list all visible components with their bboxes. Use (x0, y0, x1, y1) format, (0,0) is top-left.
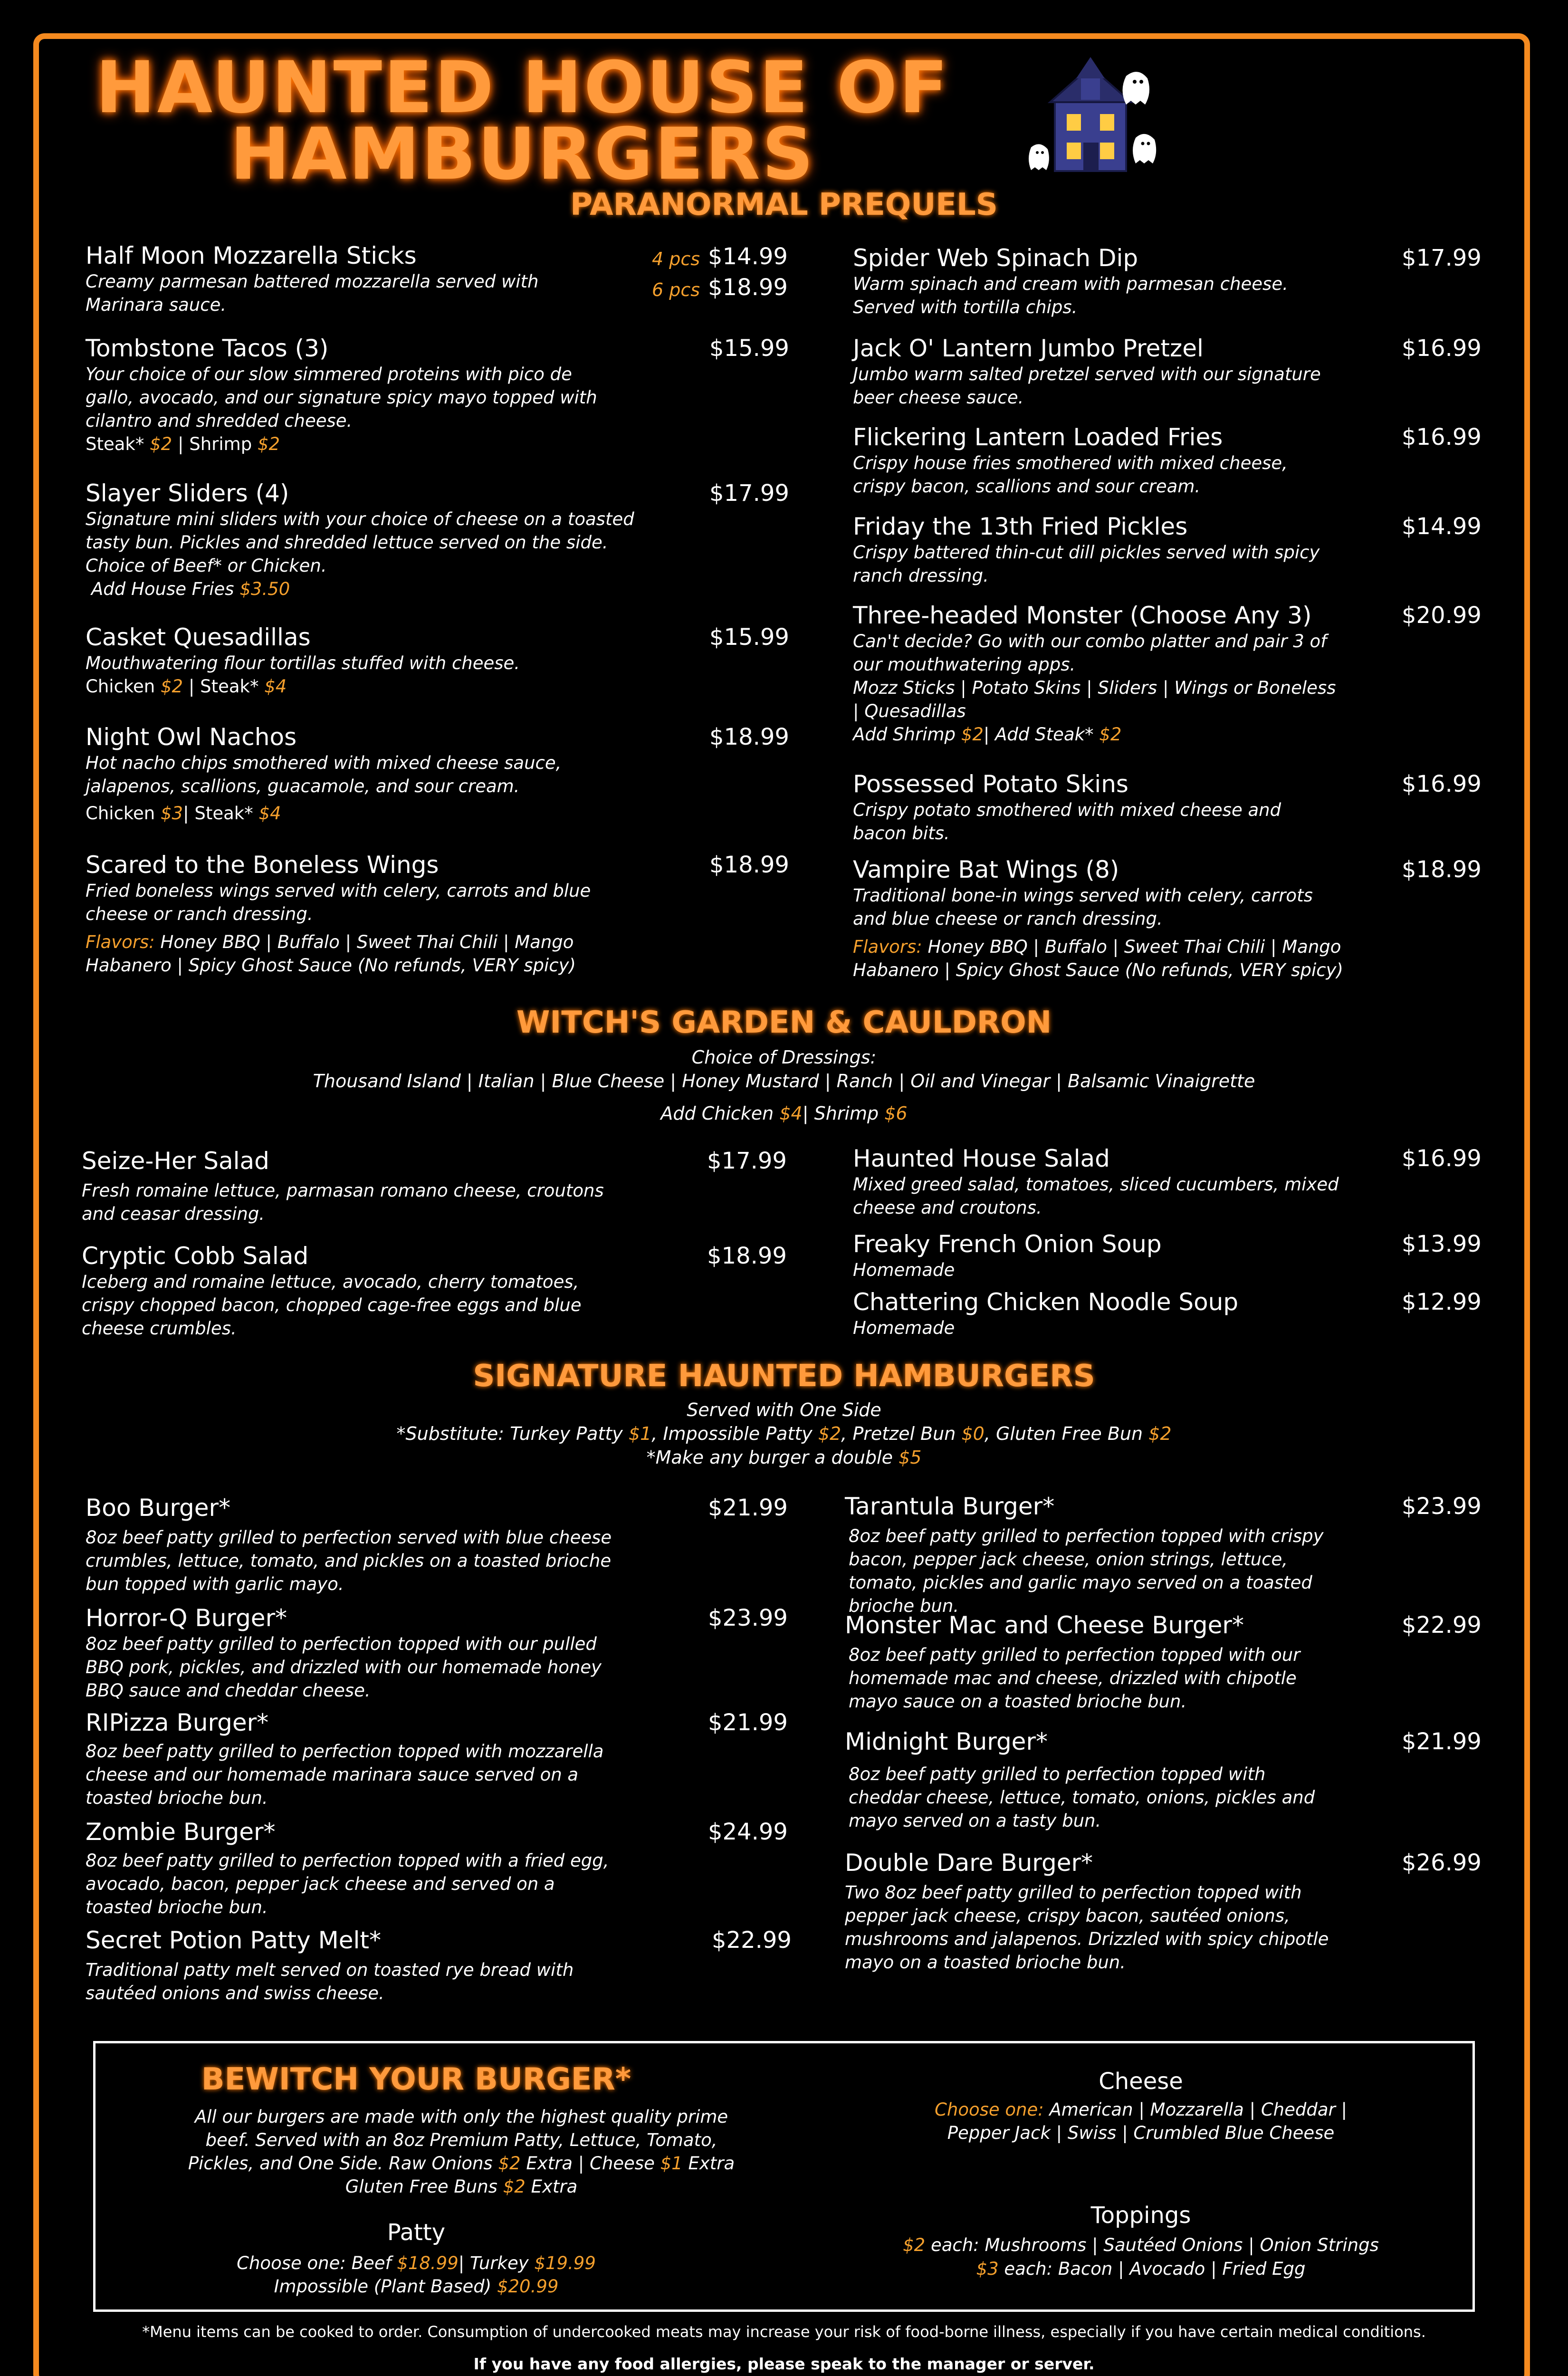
item-flavors: Flavors: Honey BBQ | Buffalo | Sweet Thai Chili | Mango Habanero | Spicy Ghost Sauce (No refunds, VERY spicy) (86, 932, 576, 976)
item-price: $21.99 (1402, 1728, 1482, 1755)
item-addons: Chicken $2 | Steak* $4 (86, 676, 287, 697)
item-price: $23.99 (708, 1605, 788, 1631)
item-price: $13.99 (1402, 1231, 1482, 1257)
dressings-list: Thousand Island | Italian | Blue Cheese | Honey Mustard | Ranch | Oil and Vinegar | Balsamic Vinaigrette (313, 1071, 1255, 1092)
item-name: Secret Potion Patty Melt* (86, 1926, 381, 1954)
item-price-4pcs: $14.99 (708, 243, 788, 270)
item-description: Two 8oz beef patty grilled to perfection topped with pepper jack cheese, crispy bacon, sautéed onions, mushrooms and jalapenos. Drizzled with spicy chipotle mayo on a toasted brioche bun. (845, 1882, 1329, 1973)
item-description: Homemade (853, 1318, 955, 1338)
menu-item-mozzarella-sticks (86, 241, 656, 316)
item-name: Flickering Lantern Loaded Fries (853, 423, 1223, 451)
item-price: $16.99 (1402, 424, 1482, 450)
cheese-options: Choose one: American | Mozzarella | Cheddar | Pepper Jack | Swiss | Crumbled Blue Cheese (935, 2099, 1347, 2143)
item-price: $15.99 (709, 335, 789, 362)
item-name: Half Moon Mozzarella Sticks (86, 242, 417, 269)
patty-title: Patty (387, 2219, 446, 2246)
item-price: $18.99 (709, 724, 789, 750)
item-description: 8oz beef patty grilled to perfection topped with crispy bacon, pepper jack cheese, onion strings, lettuce, tomato, pickles and garlic mayo served on a toasted brioche bun. (849, 1526, 1324, 1616)
cheese-title: Cheese (1099, 2068, 1183, 2095)
menu-item-spinach-dip (853, 244, 1423, 319)
bewitch-box (93, 2041, 1475, 2312)
item-name: Boo Burger* (86, 1494, 231, 1522)
menu-item-potato-skins (853, 770, 1423, 845)
section-title-burgers: SIGNATURE HAUNTED HAMBURGERS (473, 1359, 1095, 1394)
burgers-served-note: Served with One Side (687, 1399, 881, 1420)
menu-item-ripizza-burger (86, 1708, 703, 1810)
item-addons: Add House Fries $3.50 (91, 579, 290, 599)
item-description: 8oz beef patty grilled to perfection served with blue cheese crumbles, lettuce, tomato, and pickles on a toasted brioche bun topped with garlic mayo. (86, 1527, 612, 1594)
item-description: Signature mini sliders with your choice of cheese on a toasted tasty bun. Pickles and shredded lettuce served on the side. Choice of Beef* or Chicken. (86, 509, 634, 576)
menu-item-slayer-sliders (86, 479, 656, 601)
item-name: Tombstone Tacos (3) (86, 335, 329, 362)
item-name: Midnight Burger* (845, 1728, 1048, 1755)
item-description: Mixed greed salad, tomatoes, sliced cucumbers, mixed cheese and croutons. (853, 1174, 1339, 1218)
item-price: $20.99 (1402, 602, 1482, 629)
item-name: Seize-Her Salad (82, 1147, 269, 1175)
item-description: Homemade (853, 1260, 955, 1280)
item-description: 8oz beef patty grilled to perfection topped with mozzarella cheese and our homemade marinara sauce served on a toasted brioche bun. (86, 1741, 604, 1808)
menu-title-line1: HAUNTED HOUSE OF (96, 47, 950, 129)
item-price: $16.99 (1402, 771, 1482, 797)
patty-options: Choose one: Beef $18.99| Turkey $19.99 Impossible (Plant Based) $20.99 (237, 2253, 596, 2297)
toppings-3-dollar: $3 each: Bacon | Avocado | Fried Egg (976, 2259, 1306, 2279)
burgers-substitute-note: *Substitute: Turkey Patty $1, Impossible Patty $2, Pretzel Bun $0, Gluten Free Bun $2 (396, 1423, 1172, 1444)
item-addons: Chicken $3| Steak* $4 (86, 803, 281, 824)
menu-item-tombstone-tacos (86, 334, 656, 456)
menu-title-line2: HAMBURGERS (230, 113, 815, 196)
menu-item-loaded-fries (853, 423, 1423, 498)
footer-allergy-note: If you have any food allergies, please speak to the manager or server. (473, 2355, 1095, 2373)
section-title-garden: WITCH'S GARDEN & CAULDRON (516, 1005, 1052, 1040)
item-name: Chattering Chicken Noodle Soup (853, 1288, 1239, 1316)
menu-item-tarantula-burger (845, 1492, 1415, 1618)
menu-item-chicken-noodle-soup (853, 1288, 1423, 1340)
bewitch-title: BEWITCH YOUR BURGER* (201, 2062, 631, 2097)
item-name: Double Dare Burger* (845, 1849, 1093, 1877)
dressings-label: Choice of Dressings: (691, 1047, 877, 1068)
item-name: Spider Web Spinach Dip (853, 244, 1138, 272)
item-name: Slayer Sliders (4) (86, 479, 289, 507)
menu-item-boo-burger (86, 1494, 703, 1596)
menu-item-horror-q-burger (86, 1604, 703, 1702)
item-description: Fresh romaine lettuce, parmasan romano cheese, croutons and ceasar dressing. (82, 1180, 604, 1224)
item-qty-4pcs: 4 pcs (652, 249, 700, 269)
item-name: Tarantula Burger* (845, 1493, 1055, 1520)
item-price: $23.99 (1402, 1493, 1482, 1520)
item-name: Scared to the Boneless Wings (86, 851, 439, 879)
item-description: Crispy house fries smothered with mixed cheese, crispy bacon, scallions and sour cream. (853, 453, 1288, 497)
menu-item-casket-quesadillas (86, 623, 656, 699)
item-name: RIPizza Burger* (86, 1709, 269, 1736)
item-name: Jack O' Lantern Jumbo Pretzel (853, 335, 1204, 362)
item-name: Friday the 13th Fried Pickles (853, 513, 1188, 540)
toppings-title: Toppings (1090, 2202, 1191, 2229)
item-price: $21.99 (708, 1495, 788, 1521)
item-price-6pcs: $18.99 (708, 274, 788, 301)
item-description: Traditional bone-in wings served with celery, carrots and blue cheese or ranch dressing. (853, 885, 1313, 929)
item-name: Zombie Burger* (86, 1818, 276, 1846)
menu-item-night-owl-nachos (86, 723, 656, 825)
section-title-prequels: PARANORMAL PREQUELS (570, 187, 998, 222)
menu-item-secret-potion-patty-melt (86, 1926, 703, 2005)
item-name: Haunted House Salad (853, 1145, 1110, 1172)
item-name: Cryptic Cobb Salad (82, 1242, 309, 1270)
item-name: Horror-Q Burger* (86, 1604, 287, 1632)
item-description: Creamy parmesan battered mozzarella served with Marinara sauce. (86, 271, 539, 315)
item-price: $12.99 (1402, 1289, 1482, 1315)
item-description: Traditional patty melt served on toasted rye bread with sautéed onions and swiss cheese. (86, 1960, 574, 2003)
item-options: Mozz Sticks | Potato Skins | Sliders | Wings or Boneless | Quesadillas (853, 678, 1336, 721)
item-price: $16.99 (1402, 1145, 1482, 1172)
item-name: Vampire Bat Wings (8) (853, 856, 1119, 883)
item-description: Crispy potato smothered with mixed cheese and bacon bits. (853, 800, 1281, 843)
item-description: 8oz beef patty grilled to perfection topped with cheddar cheese, lettuce, tomato, onions, pickles and mayo served on a tasty bun. (849, 1764, 1315, 1831)
item-price: $17.99 (1402, 245, 1482, 271)
item-price: $24.99 (708, 1819, 788, 1845)
menu-item-monster-mac-burger (845, 1611, 1415, 1713)
item-price: $18.99 (709, 852, 789, 878)
item-description: Hot nacho chips smothered with mixed cheese sauce, jalapenos, scallions, guacamole, and sour cream. (86, 753, 562, 796)
menu-item-zombie-burger (86, 1818, 703, 1919)
item-description: 8oz beef patty grilled to perfection topped with our homemade mac and cheese, drizzled with chipotle mayo sauce on a toasted brioche bun. (849, 1645, 1300, 1712)
item-name: Night Owl Nachos (86, 723, 297, 751)
item-price: $14.99 (1402, 513, 1482, 540)
item-description: Warm spinach and cream with parmesan cheese. Served with tortilla chips. (853, 274, 1288, 317)
item-addons: Steak* $2 | Shrimp $2 (86, 434, 280, 454)
item-flavors: Flavors: Honey BBQ | Buffalo | Sweet Thai Chili | Mango Habanero | Spicy Ghost Sauce (No refunds, VERY spicy) (853, 937, 1343, 980)
bewitch-intro: All our burgers are made with only the highest quality prime beef. Served with an 8oz Premium Patty, Lettuce, Tomato, Pickles, and One Side. Raw Onions $2 Extra | Cheese $1 Extra Gluten Free Buns $2 Extra (188, 2107, 735, 2197)
item-description: Jumbo warm salted pretzel served with our signature beer cheese sauce. (853, 364, 1321, 408)
item-description: 8oz beef patty grilled to perfection topped with our pulled BBQ pork, pickles, and drizzled with our homemade honey BBQ sauce and cheddar cheese. (86, 1634, 602, 1701)
menu-item-midnight-burger (845, 1727, 1415, 1832)
menu-item-seize-her-salad (82, 1147, 699, 1226)
item-qty-6pcs: 6 pcs (652, 279, 700, 300)
salad-addons: Add Chicken $4| Shrimp $6 (660, 1103, 908, 1124)
item-description: Iceberg and romaine lettuce, avocado, cherry tomatoes, crispy chopped bacon, chopped cage-free eggs and blue cheese crumbles. (82, 1272, 582, 1339)
menu-item-french-onion-soup (853, 1230, 1423, 1282)
menu-item-vampire-bat-wings (853, 855, 1423, 982)
menu-item-double-dare-burger (845, 1849, 1415, 1974)
item-price: $15.99 (709, 624, 789, 651)
item-addons: Add Shrimp $2| Add Steak* $2 (853, 724, 1122, 745)
item-description: Mouthwatering flour tortillas stuffed with cheese. (86, 653, 520, 673)
item-price: $17.99 (709, 480, 789, 507)
burgers-double-note: *Make any burger a double $5 (646, 1447, 922, 1468)
item-name: Freaky French Onion Soup (853, 1230, 1162, 1258)
footer-disclaimer: *Menu items can be cooked to order. Consumption of undercooked meats may increase your risk of food-borne illness, especially if you have certain medical conditions. (142, 2323, 1426, 2341)
item-description: Your choice of our slow simmered proteins with pico de gallo, avocado, and our signature spicy mayo topped with cilantro and shredded cheese. (86, 364, 597, 431)
menu-item-cryptic-cobb (82, 1242, 699, 1340)
item-price: $22.99 (712, 1927, 792, 1954)
item-description: 8oz beef patty grilled to perfection topped with a fried egg, avocado, bacon, pepper jack cheese and served on a toasted brioche bun. (86, 1850, 609, 1917)
item-price: $17.99 (707, 1148, 787, 1174)
item-name: Three-headed Monster (Choose Any 3) (853, 602, 1312, 629)
menu-item-jumbo-pretzel (853, 334, 1423, 409)
item-price: $26.99 (1402, 1849, 1482, 1876)
toppings-2-dollar: $2 each: Mushrooms | Sautéed Onions | Onion Strings (903, 2235, 1379, 2255)
item-name: Casket Quesadillas (86, 623, 311, 651)
item-description: Fried boneless wings served with celery, carrots and blue cheese or ranch dressing. (86, 881, 591, 924)
item-price: $18.99 (1402, 856, 1482, 883)
item-name: Monster Mac and Cheese Burger* (845, 1611, 1244, 1639)
item-description: Crispy battered thin-cut dill pickles served with spicy ranch dressing. (853, 542, 1320, 586)
haunted-house-icon (1022, 57, 1169, 176)
menu-item-three-headed-monster (853, 601, 1423, 746)
menu-item-fried-pickles (853, 512, 1423, 587)
menu-item-haunted-house-salad (853, 1144, 1423, 1219)
menu-item-boneless-wings (86, 851, 656, 977)
item-price: $18.99 (707, 1243, 787, 1269)
item-price: $16.99 (1402, 335, 1482, 362)
item-description: Can't decide? Go with our combo platter and pair 3 of our mouthwatering apps. (853, 631, 1327, 675)
item-price: $21.99 (708, 1709, 788, 1736)
item-name: Possessed Potato Skins (853, 770, 1128, 798)
item-price: $22.99 (1402, 1612, 1482, 1638)
